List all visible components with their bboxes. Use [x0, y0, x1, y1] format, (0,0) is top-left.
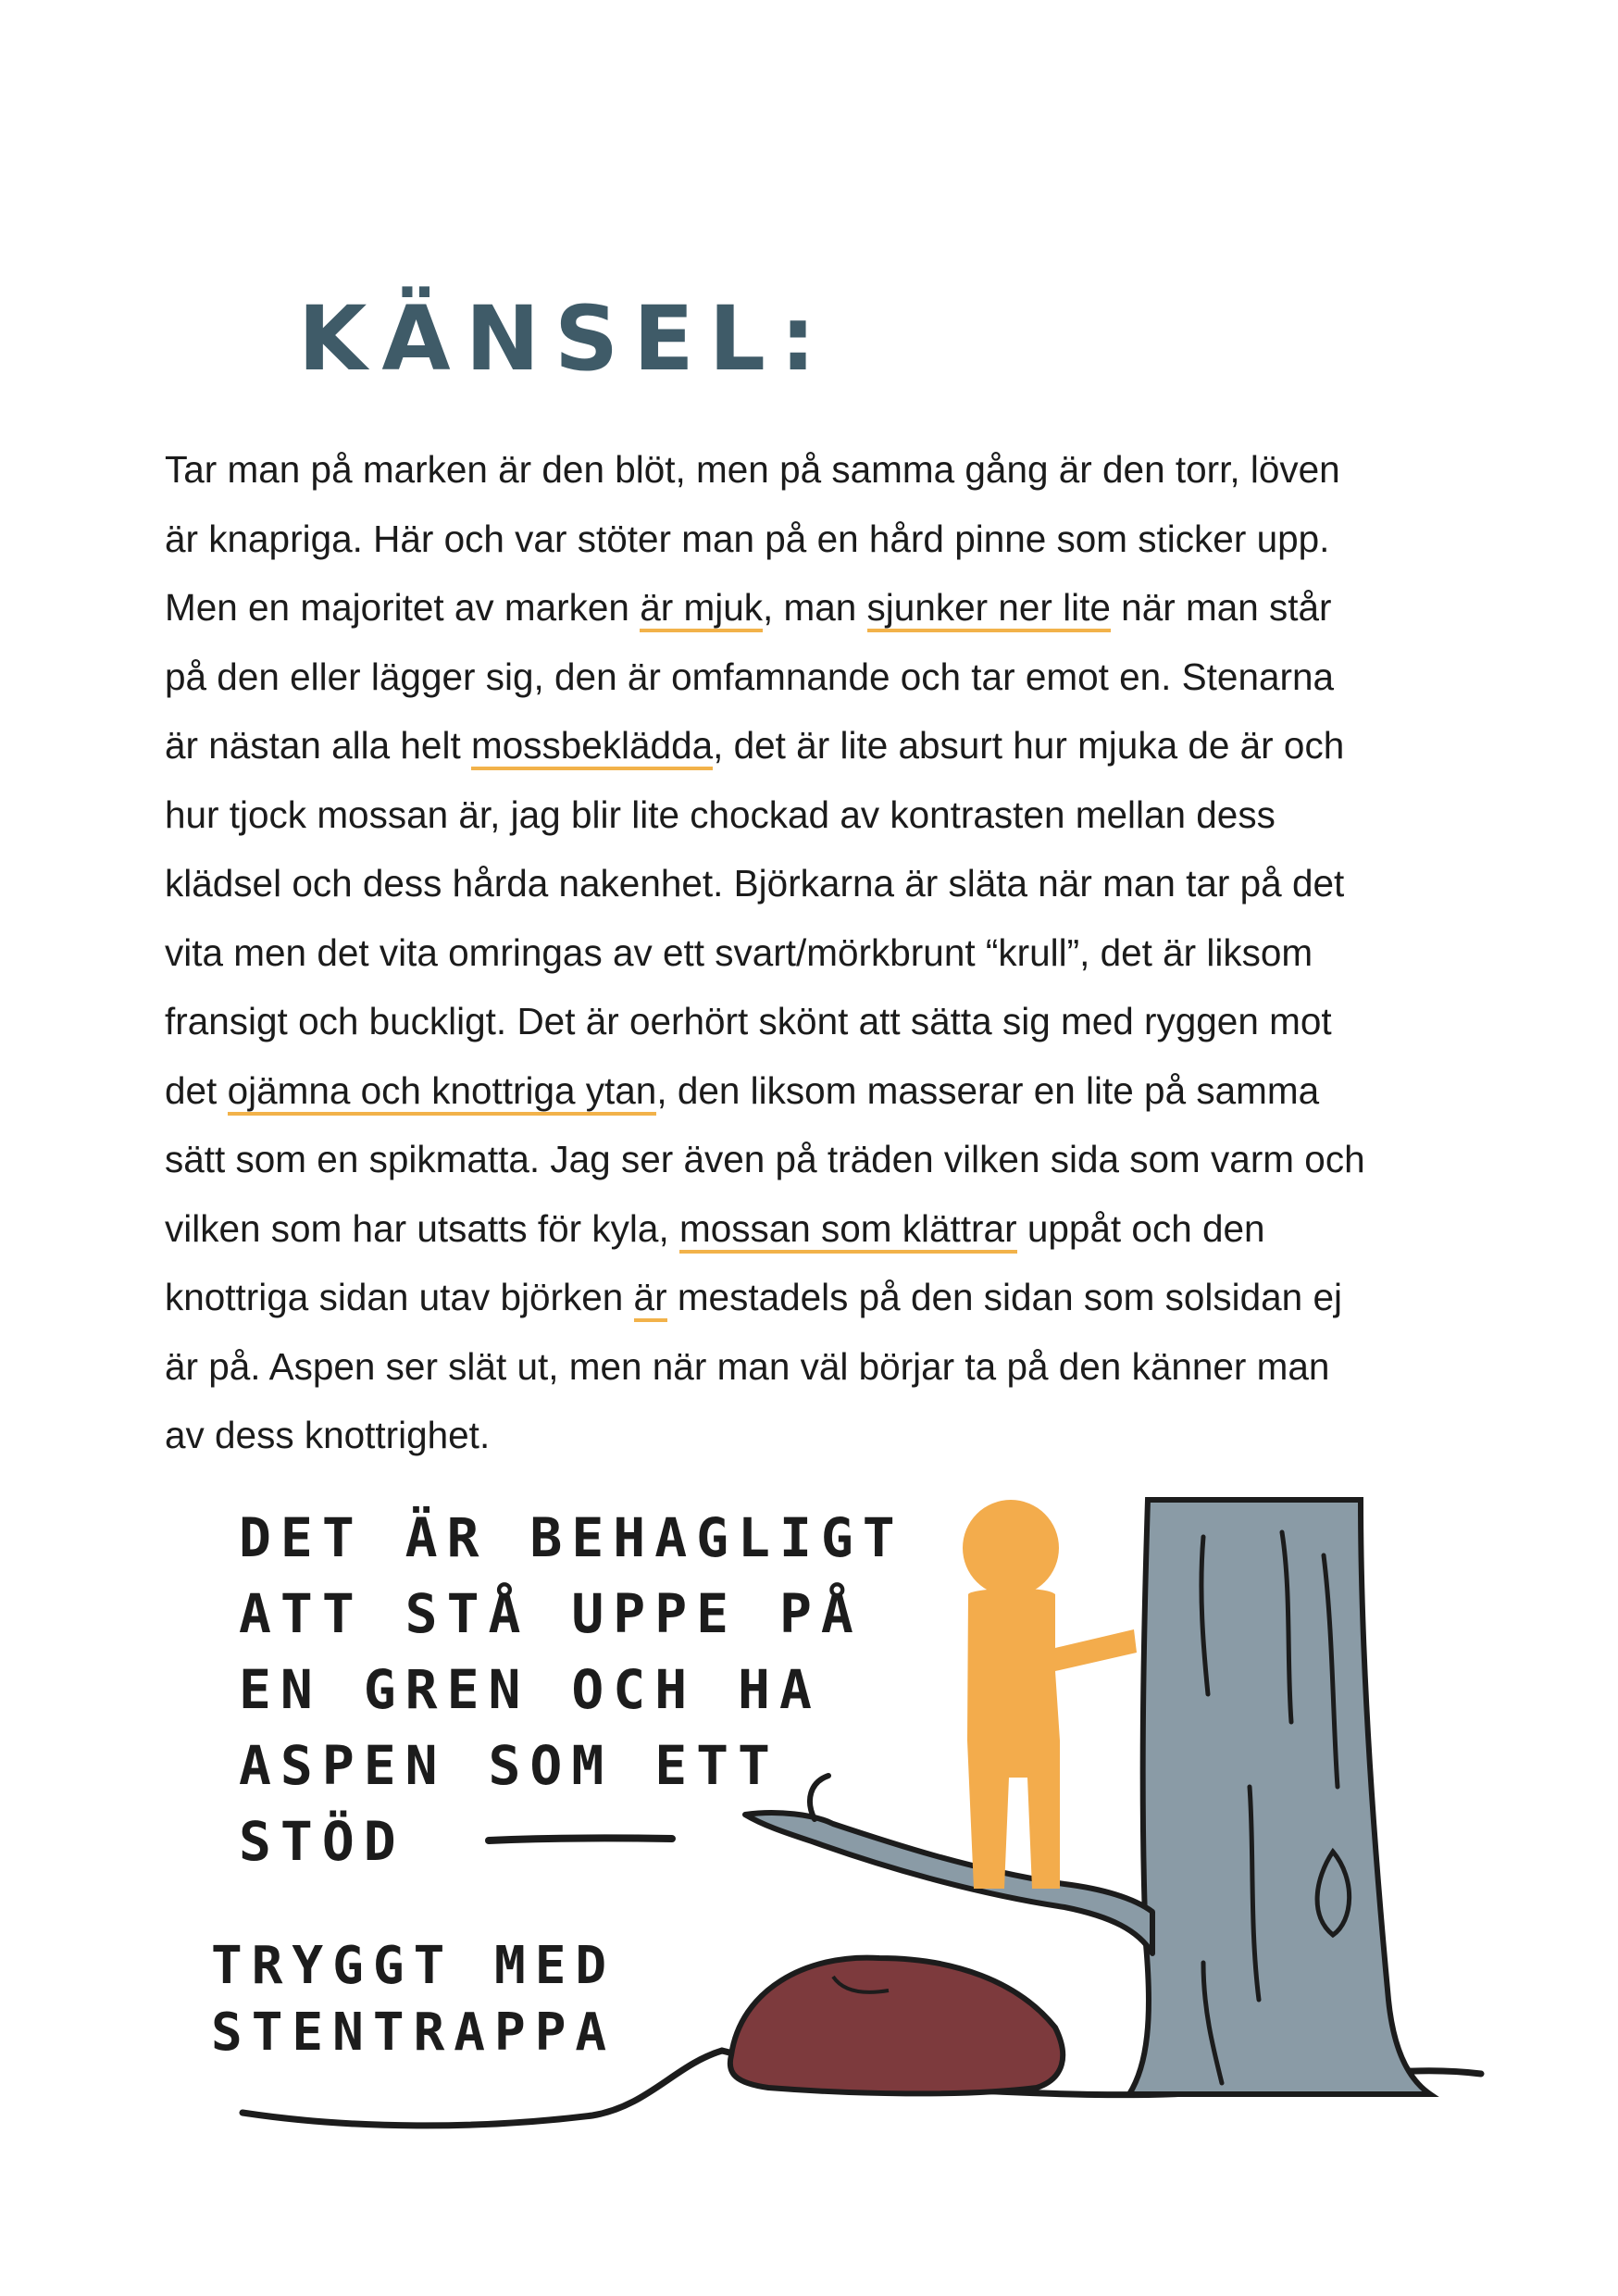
stone-icon [730, 1958, 1063, 2094]
text-segment: på den eller lägger sig, den är omfamnande och tar emot en. Stenarna [165, 655, 1335, 698]
text-segment: Tar man på marken är den blöt, men på samma gång är den torr, löven [165, 448, 1340, 491]
tree-trunk-icon [1129, 1500, 1430, 2094]
text-segment: hur tjock mossan är, jag blir lite chockad av kontrasten mellan dess [165, 792, 1276, 836]
caption-line: EN GREN OCH HA [239, 1658, 821, 1721]
page-title: KÄNSEL: [298, 287, 831, 391]
caption-line: TRYGGT MED [211, 1936, 616, 1996]
highlighted-phrase: sjunker ner lite [867, 586, 1111, 632]
caption-line: ASPEN SOM ETT [239, 1734, 779, 1797]
text-segment: , det är lite absurt hur mjuka de är och [713, 724, 1345, 767]
text-segment: klädsel och dess hårda nakenhet. Björkarna är släta när man tar på det [165, 862, 1345, 905]
paragraph-line [165, 643, 1479, 712]
text-segment: är på. Aspen ser slät ut, men när man väl börjar ta på den känner man [165, 1344, 1330, 1388]
text-segment: uppåt och den [1016, 1206, 1265, 1250]
handwritten-caption-bottom [211, 1933, 616, 2066]
caption-line: ATT STÅ UPPE PÅ [239, 1582, 863, 1645]
text-segment: vita men det vita omringas av ett svart/mörkbrunt “krull”, det är liksom [165, 930, 1313, 974]
paragraph-line [165, 1263, 1479, 1332]
paragraph-line [165, 711, 1479, 780]
text-segment: fransigt och buckligt. Det är oerhört skönt att sätta sig med ryggen mot [165, 1000, 1332, 1042]
text-segment: är knapriga. Här och var stöter man på en hård pinne som sticker upp. [165, 517, 1330, 560]
highlighted-phrase: mossan som klättrar [679, 1207, 1017, 1254]
paragraph-line [165, 1125, 1479, 1194]
paragraph-line [165, 1056, 1479, 1126]
figure-icon [963, 1500, 1137, 1889]
caption-line: STÖD [239, 1810, 405, 1873]
paragraph-line [165, 1332, 1479, 1402]
text-segment: det [165, 1068, 228, 1112]
paragraph-line [165, 505, 1479, 574]
text-segment: sätt som en spikmatta. Jag ser även på träden vilken sida som varm och [165, 1138, 1365, 1180]
body-paragraph [165, 435, 1479, 1470]
paragraph-line [165, 573, 1479, 643]
paragraph-line [165, 435, 1479, 505]
paragraph-line [165, 987, 1479, 1056]
text-segment: när man står [1110, 586, 1332, 629]
text-segment: Men en majoritet av marken [165, 586, 641, 629]
text-segment: mestadels på den sidan som solsidan ej [666, 1276, 1342, 1318]
highlighted-phrase: ojämna och knottriga ytan [228, 1069, 657, 1116]
highlighted-phrase: mossbeklädda [471, 724, 713, 770]
paragraph-line [165, 1194, 1479, 1264]
highlighted-phrase: är [634, 1276, 667, 1322]
paragraph-line [165, 849, 1479, 918]
handwritten-caption-top [239, 1500, 904, 1879]
highlighted-phrase: är mjuk [640, 586, 763, 632]
paragraph-line [165, 780, 1479, 850]
text-segment: knottriga sidan utav björken [165, 1276, 634, 1318]
caption-line: DET ÄR BEHAGLIGT [239, 1506, 904, 1569]
text-segment: , man [763, 586, 867, 629]
text-segment: är nästan alla helt [165, 724, 471, 767]
text-segment: , den liksom masserar en lite på samma [656, 1068, 1320, 1112]
text-segment: av dess knottrighet. [165, 1414, 491, 1456]
text-segment: vilken som har utsatts för kyla, [165, 1206, 679, 1250]
paragraph-line [165, 918, 1479, 988]
caption-line: STENTRAPPA [211, 2003, 616, 2063]
